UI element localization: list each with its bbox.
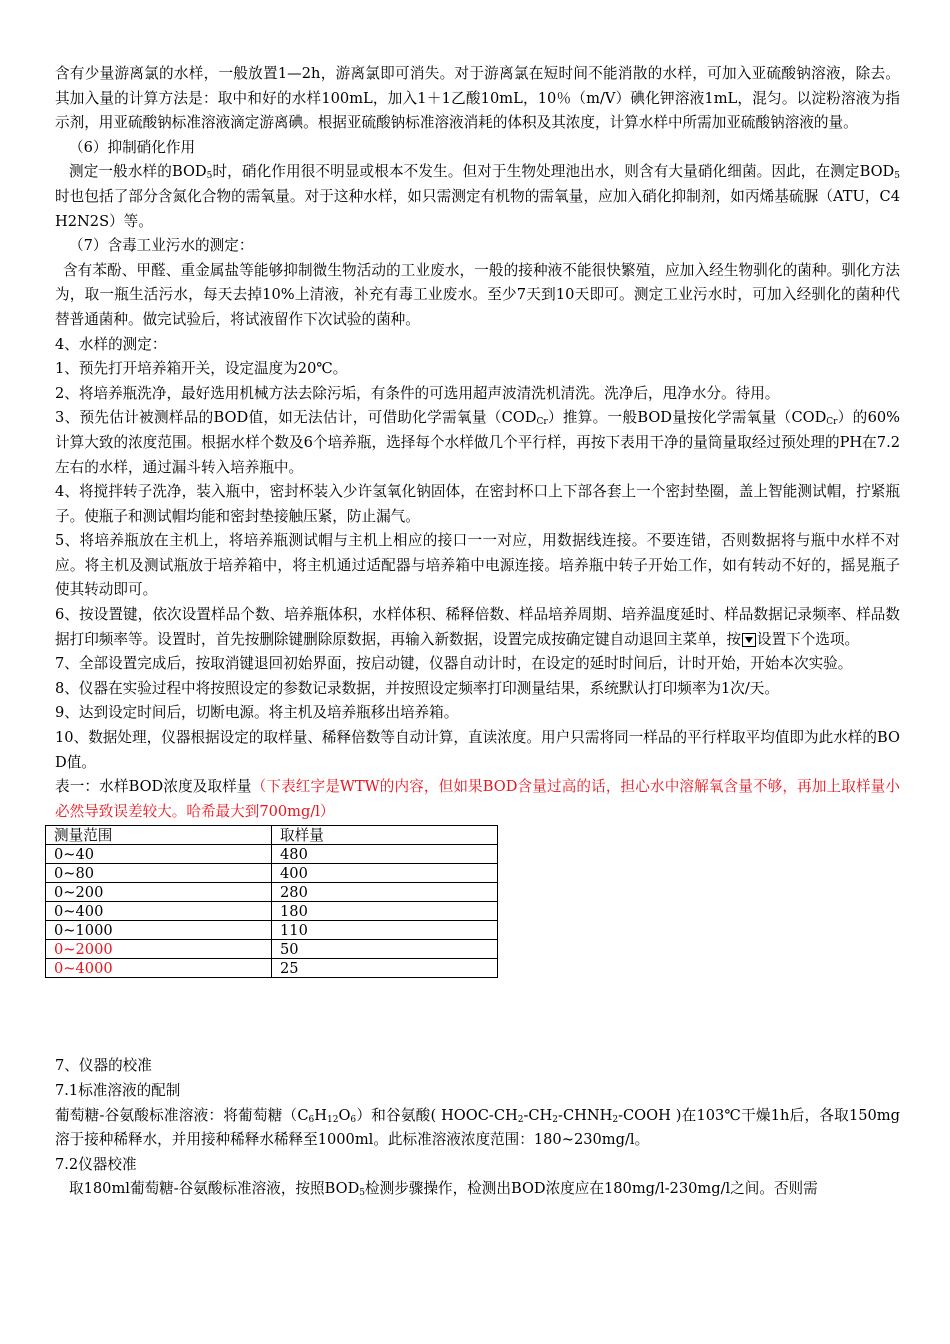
- step-2: 2、将培养瓶洗净，最好选用机械方法去除污垢，有条件的可选用超声波清洗机清洗。洗净后，甩净水分。待用。: [55, 384, 780, 402]
- table-row: [46, 845, 498, 864]
- cell-range: 0~40: [46, 845, 272, 864]
- table-row: [46, 959, 498, 978]
- cell-volume: 110: [272, 921, 498, 940]
- paragraph-standard-solution: 葡萄糖-谷氨酸标准溶液：将葡萄糖$(C_6H_{12}O_6)$和谷氨酸( HOOC-$CH_2-CH_2-CHNH_2$-COOH )在103℃干燥1h后，各取150mg溶于接种稀释水，并用接种稀释水稀释至1000ml。此标准溶液浓度范围：180~230mg/l。: [55, 1106, 900, 1149]
- step-9: 9、达到设定时间后，切断电源。将主机及培养瓶移出培养箱。: [55, 704, 459, 722]
- table-caption: 表一：水样BOD浓度及取样量（下表红字是WTW的内容，但如果BOD含量过高的话，担心水中溶解氧含量不够，再加上取样量小必然导致误差较大。哈希最大到700mg/l）: [55, 778, 900, 820]
- table-header-row: [46, 826, 498, 845]
- table-row: [46, 940, 498, 959]
- down-triangle-key-icon: [742, 633, 756, 647]
- cell-volume: 400: [272, 864, 498, 883]
- step-3: 3、预先估计被测样品的BOD值，如无法估计，可借助化学需氧量$(COD_{Cr})$推算。一般BOD量按化学需氧量$(COD_{Cr})$的60%计算大致的浓度范围。根据水样个数及6个培养瓶，选择每个水样做几个平行样，再按下表用干净的量筒量取经过预处理的PH在7.2左右的水样，通过漏斗转入培养瓶中。: [55, 409, 901, 476]
- table-row: [46, 883, 498, 902]
- cell-volume: 480: [272, 845, 498, 864]
- step-6: 6、按设置键，依次设置样品个数、培养瓶体积，水样体积、稀释倍数、样品培养周期、培养温度延时、样品数据记录频率、样品数据打印频率等。设置时，首先按删除键删除原数据，再输入新数据，设置完成按确定键自动退回主菜单，按 设置下个选项。: [55, 606, 900, 648]
- paragraph-nitrification: 测定一般水样的$BOD_5$时，硝化作用很不明显或根本不发生。但对于生物处理池出水，则含有大量硝化细菌。因此，在测定$BOD_5$时也包括了部分含氮化合物的需氧量。对于这种水样，如只需测定有机物的需氧量，应加入硝化抑制剂，如丙烯基硫脲（ATU，C4H2N2S）等。: [55, 163, 900, 230]
- table-row: [46, 864, 498, 883]
- cell-range: 0~80: [46, 864, 272, 883]
- sample-volume-table: [45, 825, 498, 978]
- heading-instrument-calibration: 7.2仪器校准: [55, 1155, 137, 1173]
- cell-range: 0~400: [46, 902, 272, 921]
- paragraph-instrument-calibration: 取180ml葡萄糖-谷氨酸标准溶液，按照$BOD_5$检测步骤操作，检测出BOD浓度应在180mg/l-230mg/l之间。否则需: [69, 1180, 818, 1199]
- cell-range: 0~4000: [46, 959, 272, 978]
- heading-standard-solution: 7.1标准溶液的配制: [55, 1082, 181, 1099]
- table-row: [46, 921, 498, 940]
- cell-range: 0~200: [46, 883, 272, 902]
- step-10: 10、数据处理，仪器根据设定的取样量、稀释倍数等自动计算，直读浓度。用户只需将同一样品的平行样取平均值即为此水样的BOD值。: [55, 729, 900, 771]
- step-8: 8、仪器在实验过程中将按照设定的参数记录数据，并按照设定频率打印测量结果，系统默认打印频率为1次/天。: [55, 679, 779, 697]
- cell-range: 0~2000: [46, 940, 272, 959]
- header-range: 测量范围: [46, 826, 272, 845]
- paragraph-toxic-wastewater: 含有苯酚、甲醛、重金属盐等能够抑制微生物活动的工业废水，一般的接种液不能很快繁殖，应加入经生物驯化的菌种。驯化方法为，取一瓶生活污水，每天去掉10%上清液，补充有毒工业废水。至少7天到10天即可。测定工业污水时，可加入经驯化的菌种代替普通菌种。做完试验后，将试液留作下次试验的菌种。: [55, 261, 900, 328]
- heading-calibration: 7、仪器的校准: [55, 1057, 152, 1075]
- header-volume: 取样量: [272, 826, 498, 845]
- paragraph-free-chlorine: 含有少量游离氯的水样，一般放置1—2h，游离氯即可消失。对于游离氯在短时间不能消散的水样，可加入亚硫酸钠溶液，除去。其加入量的计算方法是：取中和好的水样100mL，加入1＋1乙酸10mL，10％（m/V）碘化钾溶液1mL，混匀。以淀粉溶液为指示剂，用亚硫酸钠标准溶液滴定游离碘。根据亚硫酸钠标准溶液消耗的体积及其浓度，计算水样中所需加亚硫酸钠溶液的量。: [55, 65, 900, 132]
- step-4: 4、将搅拌转子洗净，装入瓶中，密封杯装入少许氢氧化钠固体，在密封杯口上下部各套上一个密封垫圈，盖上智能测试帽，拧紧瓶子。使瓶子和测试帽均能和密封垫接触压紧，防止漏气。: [55, 483, 900, 525]
- cell-volume: 50: [272, 940, 498, 959]
- cell-volume: 25: [272, 959, 498, 978]
- step-7: 7、全部设置完成后，按取消键退回初始界面，按启动键，仪器自动计时，在设定的延时时间后，计时开始，开始本次实验。: [55, 655, 853, 673]
- heading-sample-measurement: 4、水样的测定：: [55, 335, 167, 353]
- step-1: 1、预先打开培养箱开关，设定温度为20℃。: [55, 360, 348, 378]
- heading-inhibit-nitrification: （6）抑制硝化作用: [69, 138, 196, 156]
- table-caption-note: （下表红字是WTW的内容，但如果BOD含量过高的话，担心水中溶解氧含量不够，再加上取样量小必然导致误差较大。哈希最大到700mg/l）: [55, 778, 900, 820]
- cell-range: 0~1000: [46, 921, 272, 940]
- table-row: [46, 902, 498, 921]
- document-page: [55, 62, 900, 1202]
- heading-toxic-wastewater: （7）含毒工业污水的测定：: [69, 237, 254, 255]
- step-5: 5、将培养瓶放在主机上，将培养瓶测试帽与主机上相应的接口一一对应，用数据线连接。不要连错，否则数据将与瓶中水样不对应。将主机及测试瓶放于培养箱中，将主机通过适配器与培养箱中电源连接。培养瓶中转子开始工作，如有转动不好的，摇晃瓶子使其转动即可。: [55, 532, 900, 599]
- cell-volume: 280: [272, 883, 498, 902]
- cell-volume: 180: [272, 902, 498, 921]
